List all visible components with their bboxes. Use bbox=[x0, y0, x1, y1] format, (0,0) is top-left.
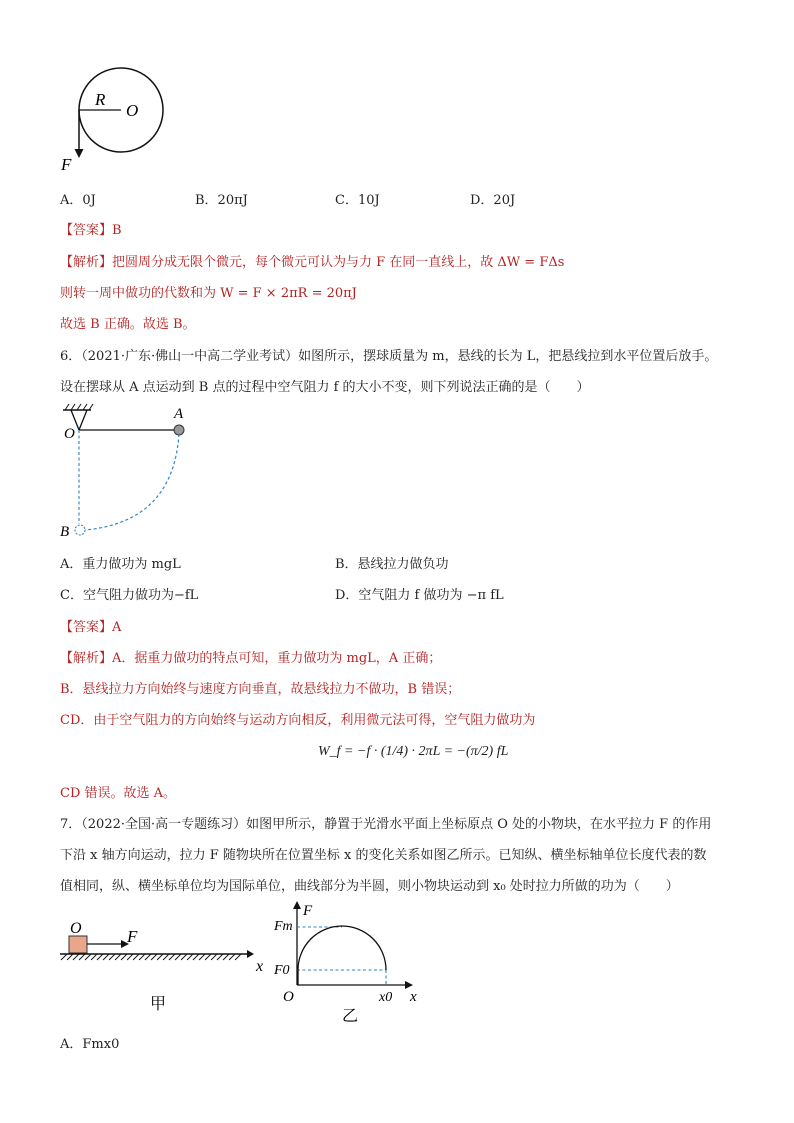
bob-b bbox=[75, 525, 85, 535]
ground-hatch bbox=[61, 954, 241, 960]
ceiling-hatch bbox=[65, 404, 93, 410]
q6-analysis-line3: CD．由于空气阻力的方向始终与运动方向相反，利用微元法可得，空气阻力做功为 bbox=[60, 713, 536, 728]
q7-option-a: A．Fmx0 bbox=[60, 1037, 120, 1052]
block bbox=[69, 936, 87, 953]
q6-analysis-line1: 【解析】A．据重力做功的特点可知，重力做功为 mgL，A 正确； bbox=[60, 651, 442, 666]
q6-option-b: B．悬线拉力做负功 bbox=[335, 557, 449, 572]
label-O: O bbox=[70, 920, 82, 937]
label-A: A bbox=[174, 406, 184, 422]
q6-analysis-formula: W_f = −f · (1/4) · 2πL = −(π/2) fL bbox=[318, 744, 509, 759]
q7-stem-line3: 值相同，纵、横坐标单位均为国际单位，曲线部分为半圆，则小物块运动到 x₀ 处时拉力所做的功为（ ） bbox=[60, 879, 679, 894]
trajectory-arc bbox=[85, 434, 179, 530]
label-F: F bbox=[303, 903, 313, 919]
q5-analysis-line1: 【解析】把圆周分成无限个微元，每个微元可认为与力 F 在同一直线上，故 ΔW = FΔs bbox=[60, 255, 565, 270]
circle-force-figure bbox=[55, 65, 175, 180]
caption-jia: 甲 bbox=[150, 996, 167, 1013]
label-F: F bbox=[127, 927, 138, 946]
q6-stem-line2: 设在摆球从 A 点运动到 B 点的过程中空气阻力 f 的大小不变，则下列说法正确的是（ ） bbox=[60, 380, 590, 395]
force-arrowhead bbox=[75, 149, 84, 158]
q6-stem-line1: 6．（2021·广东·佛山一中高二学业考试）如图所示，摆球质量为 m，悬线的长为 L，把悬线拉到水平位置后放手。 bbox=[60, 349, 718, 364]
q5-option-c: C．10J bbox=[335, 193, 380, 208]
label-x0: x0 bbox=[379, 990, 393, 1005]
label-Fm: Fm bbox=[274, 919, 293, 934]
q5-answer: 【答案】B bbox=[60, 223, 122, 238]
y-axis-arrowhead bbox=[293, 901, 301, 909]
q5-option-d: D．20J bbox=[470, 193, 516, 208]
bob-a bbox=[174, 425, 184, 435]
label-F0: F0 bbox=[274, 963, 290, 978]
label-O: O bbox=[283, 989, 294, 1005]
label-x: x bbox=[410, 989, 417, 1005]
label-O: O bbox=[126, 101, 139, 120]
x-axis-arrowhead bbox=[405, 981, 413, 989]
q5-analysis-line2: 则转一周中做功的代数和为 W = F × 2πR = 20πJ bbox=[60, 286, 357, 301]
q5-option-b: B．20πJ bbox=[195, 193, 248, 208]
q6-option-c: C．空气阻力做功为−fL bbox=[60, 588, 199, 603]
label-F: F bbox=[61, 155, 72, 174]
q6-option-d: D．空气阻力 f 做功为 −π fL bbox=[335, 588, 504, 603]
q5-analysis-line3: 故选 B 正确。故选 B。 bbox=[60, 317, 196, 332]
label-B: B bbox=[60, 524, 70, 540]
label-R: R bbox=[95, 90, 106, 109]
figure-jia bbox=[55, 915, 275, 1030]
q6-analysis-line2: B．悬线拉力方向始终与速度方向垂直，故悬线拉力不做功，B 错误； bbox=[60, 682, 461, 697]
q7-stem-line1: 7．（2022·全国·高一专题练习）如图甲所示，静置于光滑水平面上坐标原点 O 处的小物块，在水平拉力 F 的作用 bbox=[60, 817, 712, 832]
semicircle-curve bbox=[298, 926, 386, 970]
q6-analysis-line4: CD 错误。故选 A。 bbox=[60, 786, 177, 801]
label-O: O bbox=[64, 426, 75, 442]
q5-option-a: A．0J bbox=[60, 193, 96, 208]
q6-answer: 【答案】A bbox=[60, 620, 122, 635]
q6-option-a: A．重力做功为 mgL bbox=[60, 557, 181, 572]
figure-yi bbox=[270, 897, 435, 1029]
pendulum-figure bbox=[55, 400, 205, 545]
x-axis-arrowhead bbox=[247, 950, 254, 958]
caption-yi: 乙 bbox=[342, 1008, 359, 1025]
label-x: x bbox=[256, 958, 264, 975]
support-right bbox=[79, 410, 87, 430]
q7-stem-line2: 下沿 x 轴方向运动，拉力 F 随物块所在位置坐标 x 的变化关系如图乙所示。已知纵、横坐标轴单位长度代表的数 bbox=[60, 848, 707, 863]
